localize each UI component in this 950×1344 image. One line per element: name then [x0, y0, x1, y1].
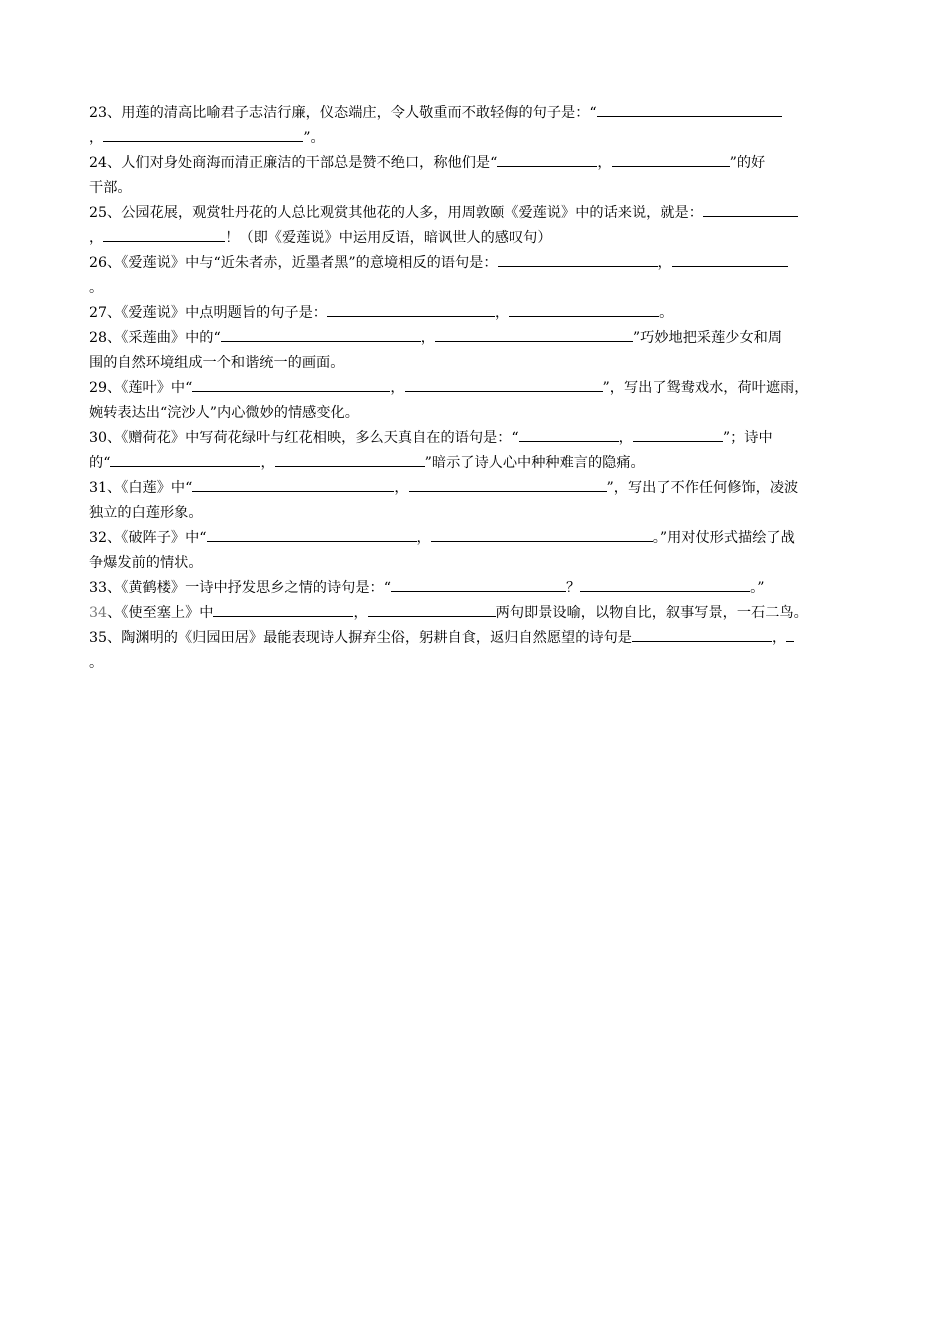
- q30-text-cont: 的“: [89, 455, 111, 471]
- question-26: [89, 251, 864, 276]
- question-28: [89, 326, 864, 351]
- answer-blank[interactable]: [213, 601, 353, 617]
- answer-blank[interactable]: [431, 526, 653, 542]
- answer-blank[interactable]: [703, 201, 798, 217]
- q29-text: 29、《莲叶》中“: [89, 380, 193, 396]
- q35-comma: ，: [772, 630, 787, 646]
- question-33: [89, 576, 864, 601]
- answer-blank[interactable]: [221, 326, 421, 342]
- q30-text: 30、《赠荷花》中写荷花绿叶与红花相映，多么天真自在的语句是：“: [89, 430, 519, 446]
- question-23-cont: [89, 126, 864, 151]
- q34-comma: ，: [353, 605, 368, 621]
- question-29: [89, 376, 864, 401]
- q32-tail: 。”用对仗形式描绘了战: [652, 530, 795, 546]
- question-31-cont: [89, 501, 864, 526]
- worksheet: [89, 101, 864, 676]
- q26-comma: ，: [657, 255, 672, 271]
- question-32-cont: [89, 551, 864, 576]
- q35-end: 。: [89, 655, 104, 671]
- question-23: [89, 101, 864, 126]
- q32-text: 32、《破阵子》中“: [89, 530, 207, 546]
- q34-tail: 两句即景设喻，以物自比，叙事写景，一石二鸟。: [495, 605, 808, 621]
- answer-blank[interactable]: [597, 101, 782, 117]
- answer-blank[interactable]: [632, 626, 772, 642]
- question-25: [89, 201, 864, 226]
- answer-blank[interactable]: [207, 526, 417, 542]
- q25-tail: ！（即《爱莲说》中运用反语，暗讽世人的感叹句）: [225, 230, 552, 246]
- q32-text-cont: 争爆发前的情状。: [89, 555, 203, 571]
- q32-comma: ，: [416, 530, 431, 546]
- q33-question-mark: ？: [565, 580, 581, 596]
- q30-tail: ”；诗中: [722, 430, 773, 446]
- question-32: [89, 526, 864, 551]
- question-26-cont: [89, 276, 864, 301]
- question-30-cont: [89, 451, 864, 476]
- q29-tail: ”，写出了鸳鸯戏水，荷叶遮雨，: [602, 380, 809, 396]
- answer-blank[interactable]: [192, 376, 390, 392]
- q30-tail-2: ”暗示了诗人心中种种难言的隐痛。: [424, 455, 645, 471]
- q28-comma: ，: [420, 330, 435, 346]
- answer-blank[interactable]: [497, 151, 597, 167]
- question-24: [89, 151, 864, 176]
- q27-text: 27、《爱莲说》中点明题旨的句子是：: [89, 305, 327, 321]
- q28-text-cont: 围的自然环境组成一个和谐统一的画面。: [89, 355, 345, 371]
- q28-tail: ”巧妙地把采莲少女和周: [632, 330, 783, 346]
- q29-text-cont: 婉转表达出“浣沙人”内心微妙的情感变化。: [89, 405, 359, 421]
- q34-text: 、《使至塞上》中: [107, 605, 214, 621]
- answer-blank[interactable]: [519, 426, 619, 442]
- question-34: [89, 601, 864, 626]
- q25-comma: ，: [89, 230, 104, 246]
- answer-blank[interactable]: [435, 326, 633, 342]
- q23-end: ”。: [303, 130, 325, 146]
- q23-comma: ，: [89, 130, 104, 146]
- question-27: [89, 301, 864, 326]
- answer-blank[interactable]: [509, 301, 659, 317]
- question-31: [89, 476, 864, 501]
- question-25-cont: [89, 226, 864, 251]
- answer-blank[interactable]: [786, 626, 794, 642]
- answer-blank[interactable]: [327, 301, 495, 317]
- q24-text: 24、人们对身处商海而清正廉洁的干部总是赞不绝口，称他们是“: [89, 155, 498, 171]
- answer-blank[interactable]: [103, 126, 303, 142]
- answer-blank[interactable]: [672, 251, 788, 267]
- q33-end: 。”: [750, 580, 765, 596]
- answer-blank[interactable]: [405, 376, 603, 392]
- q31-text-cont: 独立的白莲形象。: [89, 505, 203, 521]
- q31-tail: ”，写出了不作任何修饰，凌波: [606, 480, 799, 496]
- answer-blank[interactable]: [103, 226, 225, 242]
- q31-comma: ，: [394, 480, 409, 496]
- q33-text: 33、《黄鹤楼》一诗中抒发思乡之情的诗句是：“: [89, 580, 391, 596]
- q24-comma: ，: [597, 155, 612, 171]
- q26-text: 26、《爱莲说》中与“近朱者赤，近墨者黑”的意境相反的语句是：: [89, 255, 498, 271]
- q24-text-cont: 干部。: [89, 180, 132, 196]
- answer-blank[interactable]: [409, 476, 607, 492]
- q30-comma-2: ，: [260, 455, 275, 471]
- q31-text: 31、《白莲》中“: [89, 480, 193, 496]
- answer-blank[interactable]: [275, 451, 425, 467]
- q23-text: 23、用莲的清高比喻君子志洁行廉，仪态端庄，令人敬重而不敢轻侮的句子是：“: [89, 105, 597, 121]
- q25-text: 25、公园花展，观赏牡丹花的人总比观赏其他花的人多，用周敦颐《爱莲说》中的话来说，就是：: [89, 205, 703, 221]
- q27-comma: ，: [494, 305, 510, 321]
- answer-blank[interactable]: [612, 151, 730, 167]
- q30-comma: ，: [618, 430, 633, 446]
- question-35-cont: [89, 651, 864, 676]
- answer-blank[interactable]: [633, 426, 723, 442]
- question-24-cont: [89, 176, 864, 201]
- q29-comma: ，: [390, 380, 405, 396]
- q26-end: 。: [89, 280, 104, 296]
- question-30: [89, 426, 864, 451]
- answer-blank[interactable]: [192, 476, 394, 492]
- answer-blank[interactable]: [391, 576, 566, 592]
- answer-blank[interactable]: [110, 451, 260, 467]
- answer-blank[interactable]: [368, 601, 496, 617]
- q35-text: 35、陶渊明的《归园田居》最能表现诗人摒弃尘俗，躬耕自食，返归自然愿望的诗句是: [89, 630, 632, 646]
- question-29-cont: [89, 401, 864, 426]
- q27-end: 。: [659, 305, 674, 321]
- answer-blank[interactable]: [498, 251, 658, 267]
- question-28-cont: [89, 351, 864, 376]
- answer-blank[interactable]: [580, 576, 750, 592]
- q24-tail: ”的好: [729, 155, 766, 171]
- question-35: [89, 626, 864, 651]
- q34-number: 34: [89, 605, 108, 621]
- q28-text: 28、《采莲曲》中的“: [89, 330, 221, 346]
